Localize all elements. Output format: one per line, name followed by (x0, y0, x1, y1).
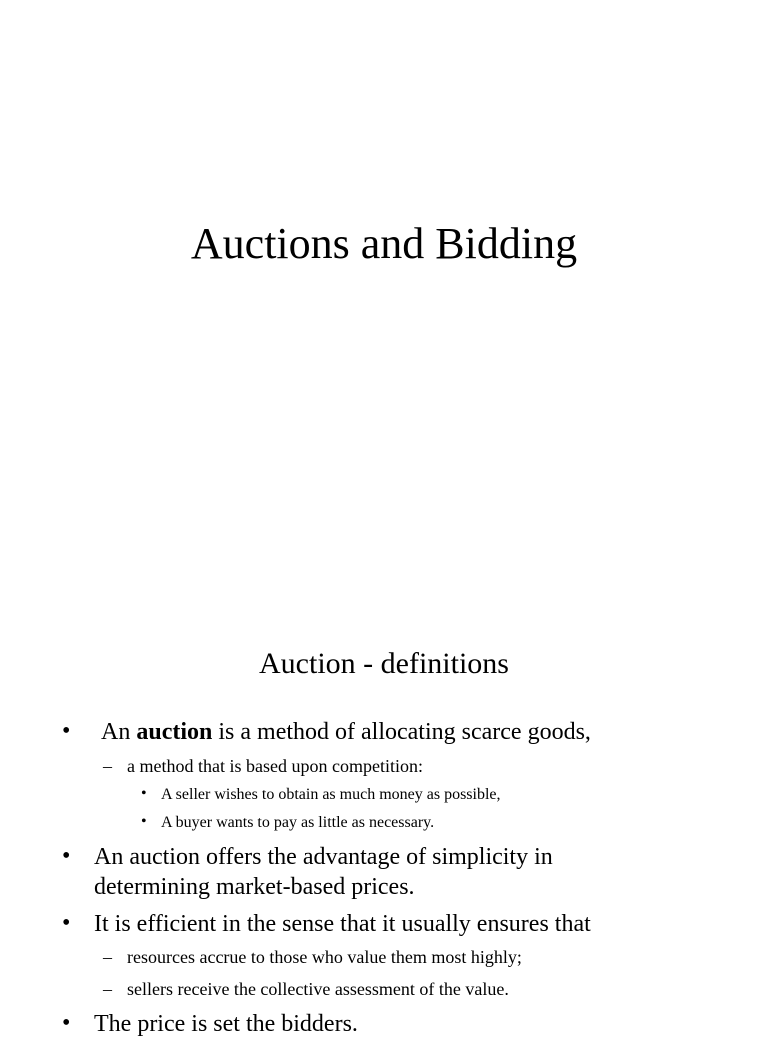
bullet-price-set: The price is set the bidders. (94, 1011, 358, 1037)
bullet-marker-small: • (141, 785, 147, 802)
bullet-marker: • (62, 910, 71, 936)
definitions-slide (0, 580, 768, 1037)
bullet-efficiency: It is efficient in the sense that it usually ensures that (94, 911, 591, 937)
bullet-auction-definition (101, 717, 591, 747)
bullet-marker: • (62, 1010, 71, 1036)
bullet-marker: • (62, 843, 71, 869)
dash-marker: – (103, 979, 112, 999)
auction-term: auction (136, 719, 213, 745)
sub-sub-bullet-buyer: A buyer wants to pay as little as necessary. (161, 814, 435, 831)
sub-bullet-competition: a method that is based upon competition: (127, 756, 423, 776)
sub-sub-bullet-seller: A seller wishes to obtain as much money as possible, (161, 786, 501, 803)
dash-marker: – (103, 756, 112, 776)
bullet-simplicity-line1: An auction offers the advantage of simplicity in (94, 844, 553, 870)
bullet-marker-small: • (141, 813, 147, 830)
slide-title: Auction - definitions (259, 647, 509, 680)
bullet-text-prefix: An (101, 719, 137, 745)
sub-bullet-resources: resources accrue to those who value them most highly; (127, 947, 522, 967)
presentation-title: Auctions and Bidding (190, 219, 578, 268)
bullet-marker: • (62, 718, 71, 744)
sub-bullet-sellers: sellers receive the collective assessment of the value. (127, 979, 509, 999)
bullet-text-suffix: is a method of allocating scarce goods, (212, 719, 591, 745)
dash-marker: – (103, 947, 112, 967)
bullet-simplicity-line2: determining market-based prices. (94, 874, 415, 900)
